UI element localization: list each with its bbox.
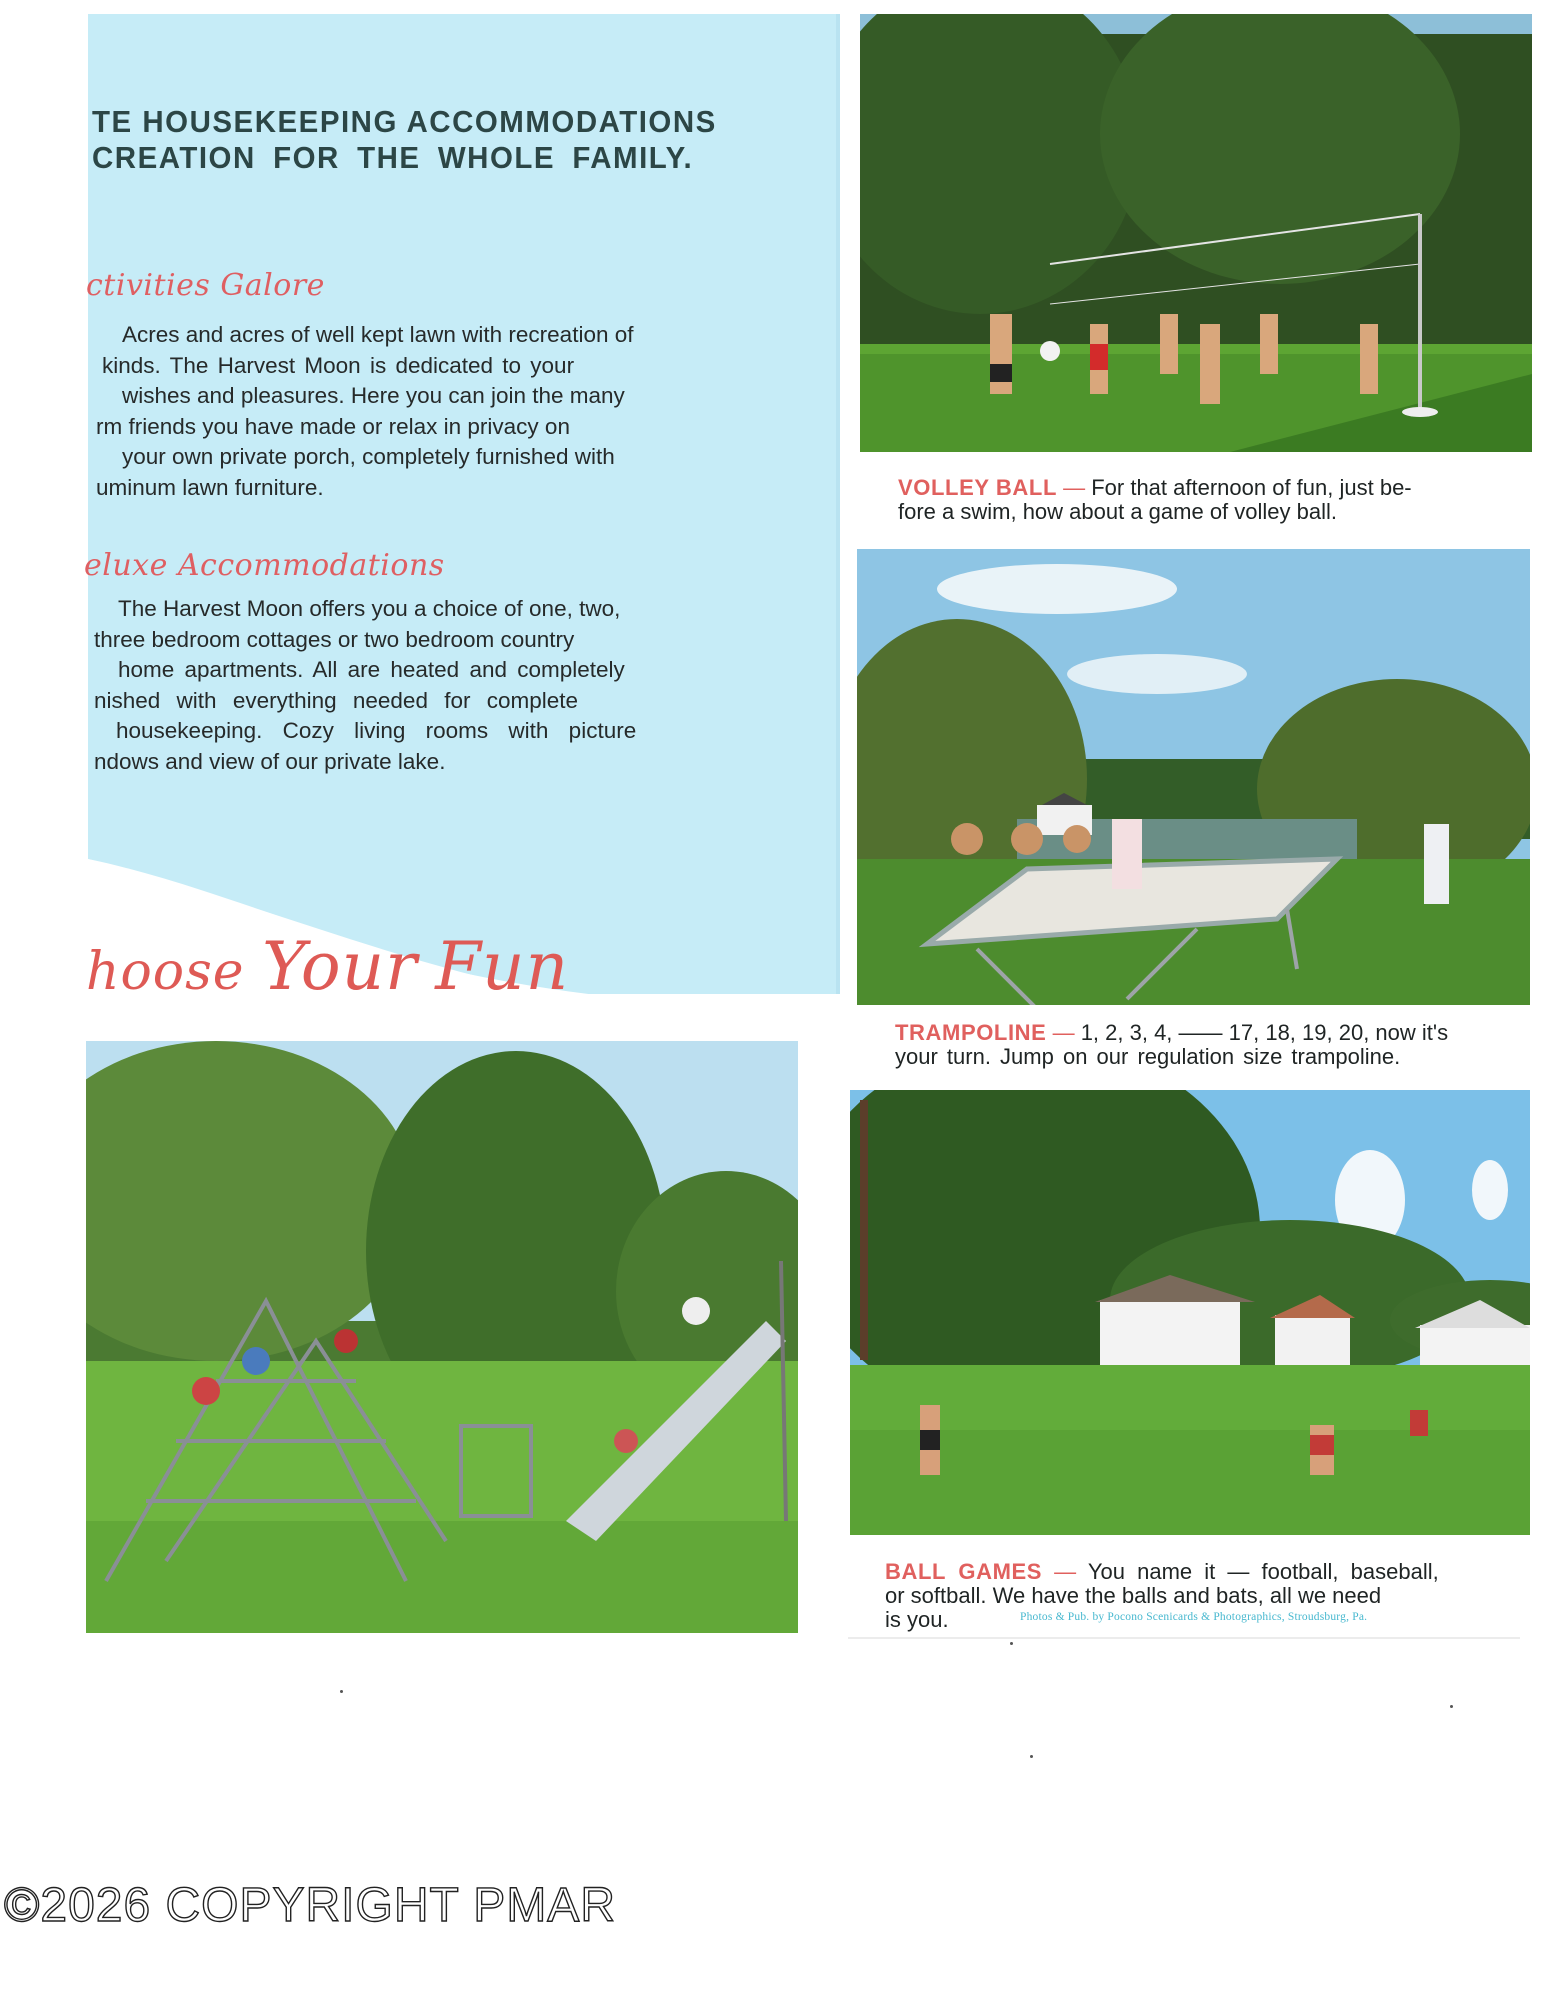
caption-title: VOLLEY BALL [898, 475, 1057, 500]
body-line: wishes and pleasures. Here you can join the many [122, 383, 625, 408]
caption-text: For that afternoon of fun, just be- [1091, 475, 1412, 500]
body-line: kinds. The Harvest Moon is dedicated to your [102, 352, 575, 378]
body-line: three bedroom cottages or two bedroom country [94, 626, 575, 652]
choose-your-fun-title [86, 928, 569, 1005]
your-word: Your [262, 928, 418, 1005]
caption-title: TRAMPOLINE [895, 1020, 1047, 1045]
section-body-accommodations [94, 594, 636, 777]
body-line: housekeeping. Cozy living rooms with picture [116, 718, 637, 743]
body-line: The Harvest Moon offers you a choice of one, two, [118, 596, 621, 621]
volleyball-photo [860, 14, 1532, 452]
body-line: home apartments. All are heated and completely [118, 657, 625, 682]
copyright-watermark: ©2026 COPYRIGHT PMAR [4, 1879, 616, 1932]
caption-text: is you. [885, 1607, 949, 1632]
caption-text: fore a swim, how about a game of volley ball. [898, 499, 1338, 524]
caption-text: your turn. Jump on our regulation size trampoline. [895, 1044, 1401, 1069]
caption-dash: — [1042, 1559, 1088, 1584]
body-line: rm friends you have made or relax in privacy on [96, 413, 570, 439]
caption-dash: — [1056, 475, 1092, 500]
body-line: Acres and acres of well kept lawn with recreation of [122, 322, 634, 347]
photo-credit: Photos & Pub. by Pocono Scenicards & Photographics, Stroudsburg, Pa. [1020, 1611, 1368, 1623]
headline-line-1: TE HOUSEKEEPING ACCOMMODATIONS [92, 104, 717, 139]
headline-line-2: CREATION FOR THE WHOLE FAMILY. [92, 140, 694, 175]
caption-text: 1, 2, 3, 4, —— 17, 18, 19, 20, now it's [1080, 1020, 1449, 1045]
trampoline-photo [857, 549, 1530, 1005]
caption-dash: — [1046, 1020, 1081, 1045]
body-line: your own private porch, completely furnished with [122, 444, 615, 469]
section-title-accommodations: eluxe Accommodations [84, 548, 445, 583]
panel-fold-edge [836, 14, 840, 994]
volleyball-caption [898, 476, 1412, 524]
body-line: uminum lawn furniture. [96, 474, 324, 500]
caption-text: or softball. We have the balls and bats, all we need [885, 1583, 1382, 1608]
caption-text: You name it — football, baseball, [1087, 1559, 1439, 1584]
trampoline-caption [895, 1021, 1448, 1069]
choose-word: hoose [86, 942, 245, 1002]
page-headline [92, 104, 719, 176]
scan-speck [1450, 1705, 1453, 1708]
playground-photo [86, 1041, 798, 1633]
section-title-activities: ctivities Galore [86, 268, 325, 303]
bottom-divider [848, 1637, 1520, 1639]
scan-speck [340, 1690, 343, 1693]
scan-speck [1030, 1755, 1033, 1758]
scan-speck [1010, 1642, 1013, 1645]
body-line: ndows and view of our private lake. [94, 748, 446, 774]
ball-games-photo [850, 1090, 1530, 1535]
body-line: nished with everything needed for complete [94, 687, 579, 713]
fun-word: Fun [435, 928, 570, 1005]
section-body-activities [96, 320, 634, 503]
caption-title: BALL GAMES [885, 1559, 1043, 1584]
